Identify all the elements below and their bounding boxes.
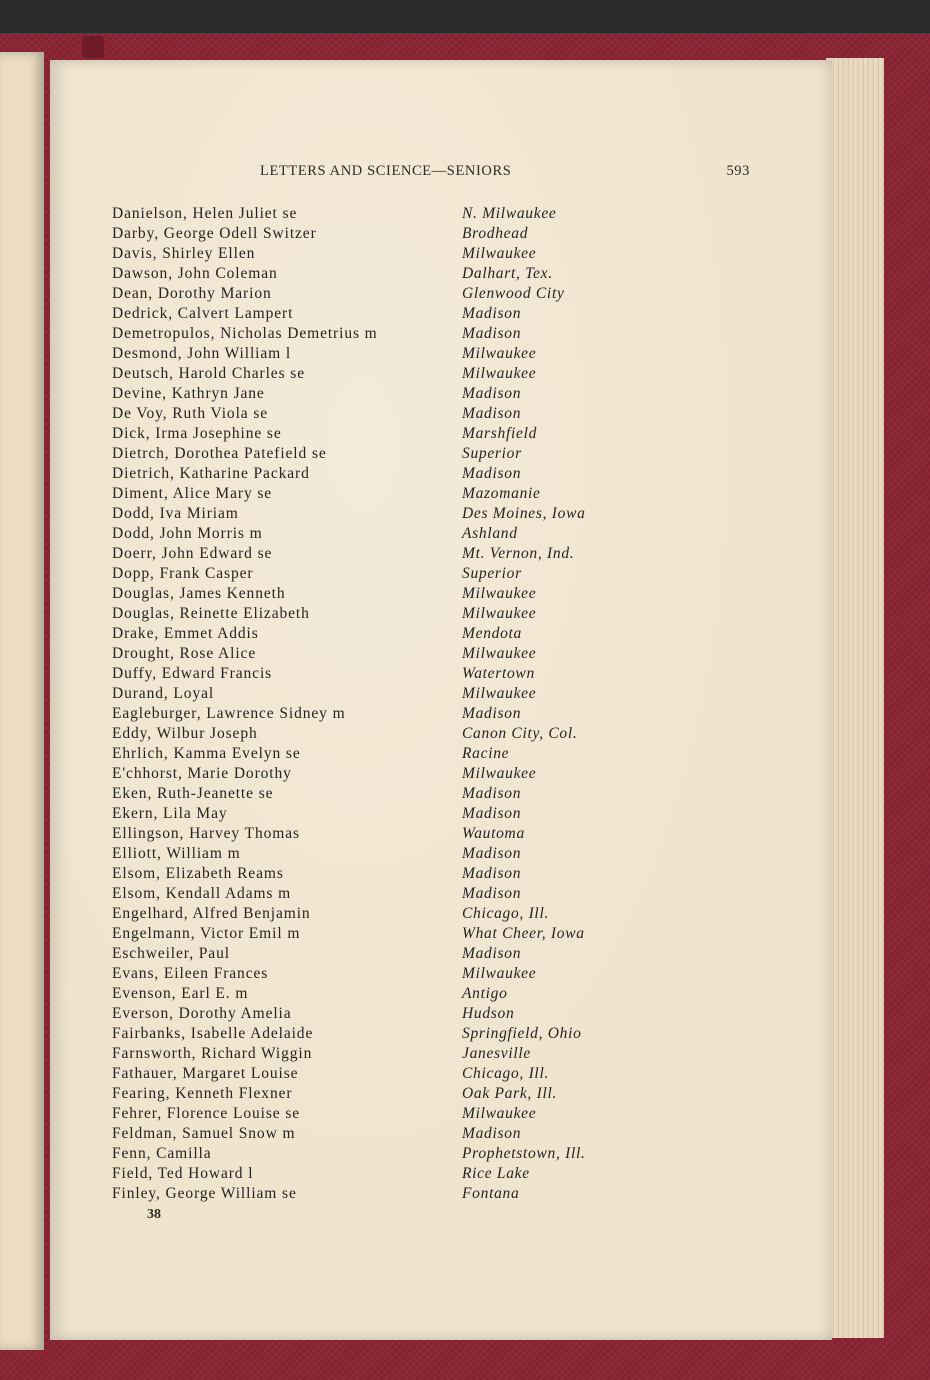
list-item: [112, 985, 672, 1005]
list-item: [112, 1125, 672, 1145]
list-item: [112, 1185, 672, 1205]
list-item: [112, 965, 672, 985]
list-item: [112, 685, 672, 705]
list-item: [112, 545, 672, 565]
list-item: [112, 1145, 672, 1165]
student-name: Fathauer, Margaret Louise: [112, 1065, 299, 1082]
list-item: [112, 365, 672, 385]
student-name: Eagleburger, Lawrence Sidney m: [112, 705, 346, 722]
hometown: Madison: [462, 385, 522, 402]
student-name: Dawson, John Coleman: [112, 265, 278, 282]
hometown: Madison: [462, 845, 522, 862]
list-item: [112, 225, 672, 245]
hometown: Mt. Vernon, Ind.: [462, 545, 575, 562]
hometown: Hudson: [462, 1005, 515, 1022]
student-name: Durand, Loyal: [112, 685, 215, 702]
list-item: [112, 205, 672, 225]
list-item: [112, 1085, 672, 1105]
hometown: Madison: [462, 405, 522, 422]
list-item: [112, 665, 672, 685]
list-item: [112, 465, 672, 485]
list-item: [112, 865, 672, 885]
hometown: Oak Park, Ill.: [462, 1085, 558, 1102]
student-name: Fearing, Kenneth Flexner: [112, 1085, 293, 1102]
student-name: Evans, Eileen Frances: [112, 965, 269, 982]
list-item: [112, 505, 672, 525]
hometown: Marshfield: [462, 425, 538, 442]
student-name: Dedrick, Calvert Lampert: [112, 305, 294, 322]
student-name: Eken, Ruth-Jeanette se: [112, 785, 274, 802]
list-item: [112, 345, 672, 365]
student-name: E'chhorst, Marie Dorothy: [112, 765, 292, 782]
hometown: Mendota: [462, 625, 522, 642]
student-name: Demetropulos, Nicholas Demetrius m: [112, 325, 378, 342]
hometown: Superior: [462, 445, 522, 462]
hometown: Janesville: [462, 1045, 531, 1062]
hometown: Chicago, Ill.: [462, 1065, 550, 1082]
student-name: Dietrich, Katharine Packard: [112, 465, 310, 482]
student-name: Duffy, Edward Francis: [112, 665, 273, 682]
hometown: Milwaukee: [462, 765, 537, 782]
list-item: [112, 285, 672, 305]
list-item: [112, 805, 672, 825]
student-name: Diment, Alice Mary se: [112, 485, 273, 502]
list-item: [112, 1065, 672, 1085]
hometown: Des Moines, Iowa: [462, 505, 586, 522]
hometown: Madison: [462, 325, 522, 342]
hometown: Madison: [462, 945, 522, 962]
student-name: Dick, Irma Josephine se: [112, 425, 282, 442]
list-item: [112, 745, 672, 765]
list-item: [112, 425, 672, 445]
student-name: Deutsch, Harold Charles se: [112, 365, 305, 382]
student-name: De Voy, Ruth Viola se: [112, 405, 269, 422]
hometown: Chicago, Ill.: [462, 905, 550, 922]
student-name: Feldman, Samuel Snow m: [112, 1125, 296, 1142]
list-item: [112, 885, 672, 905]
hometown: Antigo: [462, 985, 508, 1002]
hometown: Milwaukee: [462, 345, 537, 362]
list-item: [112, 385, 672, 405]
student-name: Davis, Shirley Ellen: [112, 245, 256, 262]
student-name: Finley, George William se: [112, 1185, 297, 1202]
hometown: Madison: [462, 465, 522, 482]
list-item: [112, 645, 672, 665]
hometown: Madison: [462, 305, 522, 322]
student-name: Field, Ted Howard l: [112, 1165, 254, 1182]
left-page-edge: [0, 52, 44, 1350]
hometown: Wautoma: [462, 825, 525, 842]
list-item: [112, 845, 672, 865]
student-name: Dietrch, Dorothea Patefield se: [112, 445, 327, 462]
list-item: [112, 605, 672, 625]
list-item: [112, 625, 672, 645]
page-number: 593: [726, 163, 750, 179]
student-name: Engelmann, Victor Emil m: [112, 925, 301, 942]
student-name: Dodd, Iva Miriam: [112, 505, 239, 522]
list-item: [112, 925, 672, 945]
student-name: Elliott, William m: [112, 845, 241, 862]
student-name: Darby, George Odell Switzer: [112, 225, 317, 242]
student-name: Ellingson, Harvey Thomas: [112, 825, 300, 842]
hometown: Rice Lake: [462, 1165, 530, 1182]
list-item: [112, 945, 672, 965]
hometown: Watertown: [462, 665, 535, 682]
hometown: Brodhead: [462, 225, 529, 242]
hometown: Milwaukee: [462, 585, 537, 602]
list-item: [112, 305, 672, 325]
hometown: Milwaukee: [462, 365, 537, 382]
hometown: Milwaukee: [462, 965, 537, 982]
list-item: [112, 525, 672, 545]
hometown: Milwaukee: [462, 605, 537, 622]
list-item: [112, 1025, 672, 1045]
hometown: Madison: [462, 785, 522, 802]
student-name: Douglas, James Kenneth: [112, 585, 286, 602]
student-name: Dodd, John Morris m: [112, 525, 263, 542]
student-name: Eschweiler, Paul: [112, 945, 230, 962]
list-item: [112, 1005, 672, 1025]
hometown: Mazomanie: [462, 485, 541, 502]
hometown: Racine: [462, 745, 510, 762]
hometown: Milwaukee: [462, 245, 537, 262]
list-item: [112, 765, 672, 785]
list-item: [112, 485, 672, 505]
hometown: Ashland: [462, 525, 518, 542]
student-name: Dean, Dorothy Marion: [112, 285, 272, 302]
student-name: Elsom, Kendall Adams m: [112, 885, 292, 902]
list-item: [112, 405, 672, 425]
student-name: Farnsworth, Richard Wiggin: [112, 1045, 313, 1062]
hometown: Springfield, Ohio: [462, 1025, 582, 1042]
list-item: [112, 565, 672, 585]
student-name: Dopp, Frank Casper: [112, 565, 254, 582]
hometown: Madison: [462, 865, 522, 882]
list-item: [112, 325, 672, 345]
list-item: [112, 585, 672, 605]
hometown: Milwaukee: [462, 645, 537, 662]
list-item: [112, 1165, 672, 1185]
student-name: Desmond, John William l: [112, 345, 292, 362]
hometown: Dalhart, Tex.: [462, 265, 553, 282]
bookmark-tab: [82, 36, 104, 58]
student-name: Fairbanks, Isabelle Adelaide: [112, 1025, 314, 1042]
list-item: [112, 905, 672, 925]
student-name: Evenson, Earl E. m: [112, 985, 249, 1002]
list-item: [112, 785, 672, 805]
student-name: Danielson, Helen Juliet se: [112, 205, 298, 222]
student-name: Ehrlich, Kamma Evelyn se: [112, 745, 301, 762]
student-name: Devine, Kathryn Jane: [112, 385, 265, 402]
list-item: [112, 725, 672, 745]
hometown: Glenwood City: [462, 285, 565, 302]
page-fore-edge: [826, 58, 884, 1338]
hometown: Milwaukee: [462, 685, 537, 702]
list-item: [112, 1105, 672, 1125]
hometown: Madison: [462, 705, 522, 722]
hometown: N. Milwaukee: [462, 205, 557, 222]
student-name: Ekern, Lila May: [112, 805, 228, 822]
hometown: Madison: [462, 805, 522, 822]
list-item: [112, 245, 672, 265]
student-name: Fenn, Camilla: [112, 1145, 212, 1162]
hometown: Madison: [462, 1125, 522, 1142]
hometown: Canon City, Col.: [462, 725, 578, 742]
student-name: Engelhard, Alfred Benjamin: [112, 905, 311, 922]
list-item: [112, 825, 672, 845]
student-name: Elsom, Elizabeth Reams: [112, 865, 284, 882]
student-name: Douglas, Reinette Elizabeth: [112, 605, 310, 622]
list-item: [112, 705, 672, 725]
student-name: Everson, Dorothy Amelia: [112, 1005, 292, 1022]
page-header: [260, 163, 760, 183]
hometown: Prophetstown, Ill.: [462, 1145, 586, 1162]
list-item: [112, 265, 672, 285]
student-name: Drake, Emmet Addis: [112, 625, 259, 642]
student-name: Drought, Rose Alice: [112, 645, 257, 662]
hometown: Superior: [462, 565, 522, 582]
student-name: Doerr, John Edward se: [112, 545, 273, 562]
list-item: [112, 1045, 672, 1065]
student-name: Fehrer, Florence Louise se: [112, 1105, 301, 1122]
student-name: Eddy, Wilbur Joseph: [112, 725, 258, 742]
hometown: Milwaukee: [462, 1105, 537, 1122]
hometown: Fontana: [462, 1185, 520, 1202]
signature-mark: 38: [147, 1207, 161, 1222]
list-item: [112, 445, 672, 465]
student-list: [112, 205, 672, 1205]
hometown: What Cheer, Iowa: [462, 925, 585, 942]
hometown: Madison: [462, 885, 522, 902]
running-head: LETTERS AND SCIENCE—SENIORS: [260, 163, 512, 179]
